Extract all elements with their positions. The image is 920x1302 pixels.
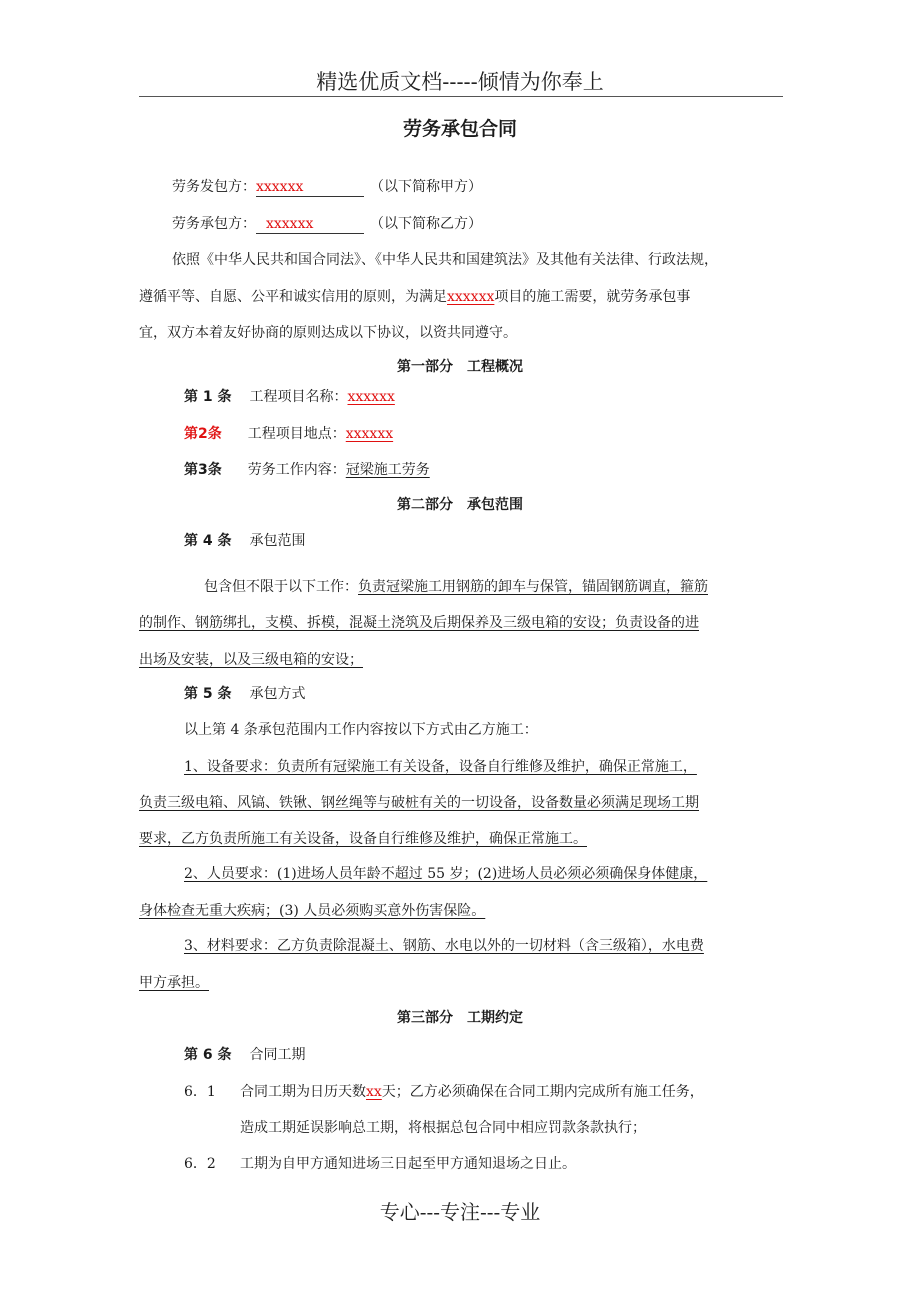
employer-note: （以下简称甲方） [370, 179, 482, 195]
document-title: 劳务承包合同 [402, 118, 517, 140]
article-4 [184, 530, 306, 550]
article-1 [184, 386, 395, 406]
article-5-intro: 以上第 4 条承包范围内工作内容按以下方式由乙方施工： [184, 722, 538, 738]
equipment-req-line-2: 负责三级电箱、风镐、铁锹、钢丝绳等与破桩有关的一切设备，设备数量必须满足现场工期 [139, 795, 699, 811]
article-3 [184, 459, 442, 479]
clause-6-1-text: 合同工期为日历天数 [240, 1084, 366, 1100]
intro-line-2 [139, 286, 690, 306]
article-5-number: 第 5 条 [184, 686, 232, 702]
article-3-label: 劳务工作内容： [247, 462, 346, 478]
equipment-req-line-1: 1、设备要求：负责所有冠梁施工有关设备，设备自行维修及维护，确保正常施工， [184, 759, 697, 775]
article-4-label: 承包范围 [249, 533, 306, 549]
article-5-label: 承包方式 [249, 686, 306, 702]
clause-6-2-number: 6．2 [184, 1156, 216, 1172]
article-2-number: 第2条 [184, 426, 222, 442]
contractor-label: 劳务承包方： [172, 216, 256, 232]
page-header-title: 精选优质文档-----倾情为你奉上 [316, 70, 604, 94]
scope-text-1: 负责冠梁施工用钢筋的卸车与保管，锚固钢筋调直，箍筋 [358, 579, 708, 595]
clause-6-1-tail: 天；乙方必须确保在合同工期内完成所有施工任务， [381, 1084, 704, 1100]
intro-line-2-tail: 项目的施工需要，就劳务承包事 [494, 289, 691, 305]
article-2 [184, 423, 393, 443]
contractor-line [172, 213, 482, 234]
article-3-value: 冠梁施工劳务 [345, 462, 430, 478]
scope-line-2: 的制作、钢筋绑扎，支模、拆模，混凝土浇筑及后期保养及三级电箱的安设；负责设备的进 [139, 615, 699, 631]
equipment-req-line-3: 要求，乙方负责所施工有关设备，设备自行维修及维护，确保正常施工。 [139, 831, 587, 847]
scope-lead: 包含但不限于以下工作： [204, 579, 358, 595]
article-1-value: xxxxxx [347, 389, 395, 405]
employer-label: 劳务发包方： [172, 179, 256, 195]
project-name-placeholder: xxxxxx [447, 289, 495, 305]
page-footer-text: 专心---专注---专业 [379, 1200, 541, 1224]
clause-6-1-number: 6．1 [184, 1084, 216, 1100]
clause-6-1 [184, 1081, 704, 1101]
intro-line-1: 依照《中华人民共和国合同法》、《中华人民共和国建筑法》及其他有关法律、行政法规， [172, 252, 718, 268]
part1-heading: 第一部分 工程概况 [397, 359, 523, 375]
contract-days-placeholder: xx [366, 1084, 382, 1100]
intro-line-2-text: 遵循平等、自愿、公平和诚实信用的原则，为满足 [139, 289, 447, 305]
material-req-line-1: 3、材料要求：乙方负责除混凝土、钢筋、水电以外的一切材料（含三级箱），水电费 [184, 938, 704, 954]
contractor-value: xxxxxx [256, 216, 364, 234]
article-6 [184, 1044, 306, 1064]
scope-line-1 [204, 576, 708, 596]
personnel-req-line-2: 身体检查无重大疾病；(3) 人员必须购买意外伤害保险。 [139, 903, 486, 919]
scope-line-3: 出场及安装，以及三级电箱的安设； [139, 652, 363, 668]
part2-heading: 第二部分 承包范围 [397, 497, 523, 513]
article-6-label: 合同工期 [249, 1047, 306, 1063]
article-1-label: 工程项目名称： [249, 389, 348, 405]
article-6-number: 第 6 条 [184, 1047, 232, 1063]
article-2-label: 工程项目地点： [247, 426, 346, 442]
personnel-req-line-1: 2、人员要求：(1)进场人员年龄不超过 55 岁；(2)进场人员必须必须确保身体健康， [184, 866, 708, 882]
article-1-number: 第 1 条 [184, 389, 232, 405]
header-divider [139, 96, 783, 97]
article-5 [184, 683, 306, 703]
part3-heading: 第三部分 工期约定 [397, 1010, 523, 1026]
contractor-note: （以下简称乙方） [370, 216, 482, 232]
employer-value: xxxxxx [256, 179, 364, 197]
article-3-number: 第3条 [184, 462, 222, 478]
material-req-line-2: 甲方承担。 [139, 975, 209, 991]
clause-6-2 [184, 1153, 576, 1173]
article-2-value: xxxxxx [345, 426, 394, 442]
intro-line-3: 宜，双方本着友好协商的原则达成以下协议，以资共同遵守。 [139, 325, 517, 341]
employer-line [172, 176, 482, 197]
clause-6-1-line-2: 造成工期延误影响总工期，将根据总包合同中相应罚款条款执行； [240, 1120, 646, 1136]
article-4-number: 第 4 条 [184, 533, 232, 549]
clause-6-2-text: 工期为自甲方通知进场三日起至甲方通知退场之日止。 [240, 1156, 576, 1172]
